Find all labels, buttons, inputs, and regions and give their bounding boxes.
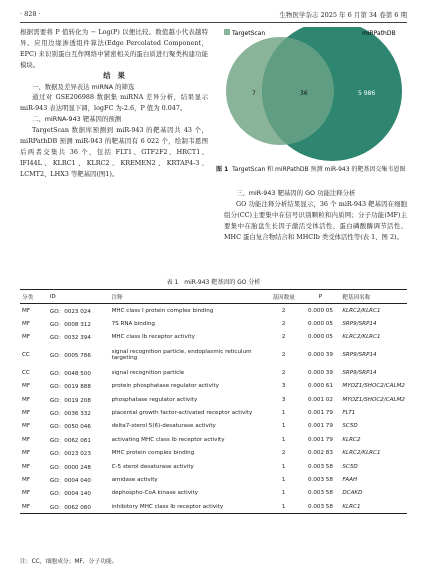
cell-target-genes: DCAKD [342, 490, 363, 497]
table-row [20, 366, 407, 379]
cell-annotation: MHC class I protein complex binding [111, 307, 214, 314]
cell-p-value: 0.003 58 [307, 463, 333, 470]
table-row [20, 344, 407, 366]
cell-p-value: 0.000 61 [307, 383, 333, 390]
table-row [20, 420, 407, 433]
cell-annotation: phosphatase regulator activity [111, 396, 198, 403]
figure-caption-text: TargetScan 和 miRPathDB 预测 miR-943 的靶基因交集韦恩图 [232, 166, 406, 173]
cell-gene-count: 1 [281, 410, 286, 417]
subsection-2-heading: 二、miRNA-943 靶基因的预测 [32, 115, 122, 124]
cell-gene-count: 3 [281, 383, 286, 390]
cell-id: GO：0050 046 [49, 424, 91, 431]
cell-gene-count: 2 [281, 321, 286, 328]
cell-target-genes: MYOZ1/SHOC2/CALM2 [342, 396, 405, 403]
cell-annotation: signal recognition particle [111, 369, 185, 376]
cell-p-value: 0.000 39 [307, 369, 333, 376]
cell-id: GO：0048 500 [49, 370, 91, 377]
targetscan-label: TargetScan [232, 30, 266, 37]
cell-category: CC [22, 352, 30, 359]
table-note: 注：CC，细胞成分；MF，分子功能。 [20, 559, 118, 565]
header-id: ID [48, 290, 110, 304]
cell-category: MF [22, 321, 31, 328]
cell-target-genes: KLRC1 [340, 500, 407, 514]
cell-p-value: 0.001 79 [307, 423, 333, 430]
cell-id: GO：0036 332 [49, 411, 91, 418]
table-row [20, 487, 407, 500]
table-header-row [20, 290, 407, 304]
subsection-3-heading: 三、miR-943 靶基因的 GO 功能注释分析 [236, 189, 356, 197]
cell-id: GO：0019 888 [49, 384, 91, 391]
cell-id: GO：0023 023 [49, 451, 91, 458]
cell-gene-count: 1 [281, 436, 286, 443]
targetscan-legend-swatch [224, 29, 230, 35]
intro-paragraph: 根据需要将 P 值转化为 − Log(P) 以便比较。数值越小代表越特异。应用边缘渗透组件算法(Edge Percolated Component，EPC) 来识别蛋白互作网络中紧密相关的蛋白质进行聚类构建功能模块。 [20, 28, 208, 69]
cell-p-value: 0.001 79 [307, 410, 333, 417]
cell-gene-count: 3 [281, 396, 286, 403]
cell-target-genes: SC5D [342, 423, 358, 430]
paragraph-3: GO 功能注释分析结果显示，36 个 miR-943 靶基因在细胞组分(CC)主要集中在信号识别颗粒和内质网；分子功能(MF)主要集中在胎盘生长因子激活受体活性、蛋白磷酸酶调节活性、MHC 蛋白复合物结合和 MHCIb 类受体活性等(表 1、图 2)。 [224, 199, 407, 241]
cell-p-value: 0.000 39 [307, 352, 333, 359]
cell-gene-count: 2 [281, 307, 286, 314]
cell-id: GO：0004 140 [49, 491, 91, 498]
go-analysis-table [20, 289, 407, 514]
cell-annotation: signal recognition particle, endoplasmic reticulum targeting [111, 349, 252, 362]
cell-id: GO：0000 248 [49, 464, 91, 471]
cell-category: MF [20, 500, 48, 514]
cell-category: MF [22, 490, 31, 497]
cell-annotation: dephospho-CoA kinase activity [111, 490, 199, 497]
cell-category: MF [22, 476, 31, 483]
cell-category: MF [22, 383, 31, 390]
cell-category: MF [22, 307, 31, 314]
cell-annotation: inhibitory MHC class Ib receptor activity [110, 500, 267, 514]
figure-label: 图 1 [216, 166, 229, 173]
cell-p-value: 0.001 79 [307, 436, 333, 443]
cell-annotation: protein phosphatase regulator activity [111, 383, 219, 390]
subsection-1-heading: 一、数据及差异表达 miRNA 的筛选 [32, 82, 135, 91]
cell-annotation: placental growth factor-activated receptor activity [111, 410, 253, 417]
cell-annotation: amidase activity [111, 476, 158, 483]
table-row [20, 380, 407, 393]
table-row [20, 317, 407, 330]
cell-category: MF [22, 463, 31, 470]
cell-gene-count: 1 [267, 500, 301, 514]
right-only-count: 5 986 [358, 90, 376, 97]
results-heading: 结 果 [103, 70, 125, 80]
cell-target-genes: SRP9/SRP14 [342, 321, 377, 328]
cell-gene-count: 2 [281, 334, 286, 341]
cell-annotation: MHC class Ib receptor activity [111, 334, 195, 341]
cell-id: GO：0032 394 [49, 335, 91, 342]
cell-p-value: 0.003 58 [307, 476, 333, 483]
page-number: · 828 · [20, 10, 41, 18]
table-row [20, 447, 407, 460]
cell-category: MF [22, 334, 31, 341]
cell-id: GO：0004 040 [49, 477, 91, 484]
table-row [20, 500, 407, 514]
cell-id: GO：0005 786 [49, 353, 91, 360]
cell-id: GO：0062 081 [49, 437, 91, 444]
intersection-count: 36 [300, 90, 308, 97]
cell-id: GO：0019 208 [49, 397, 91, 404]
cell-category: MF [22, 410, 31, 417]
cell-p-value: 0.001 02 [307, 396, 333, 403]
cell-gene-count: 2 [281, 369, 286, 376]
cell-annotation: delta7-sterol 5(6)-desaturase activity [111, 423, 216, 430]
table-row [20, 473, 407, 486]
cell-category: MF [22, 436, 31, 443]
cell-annotation: activating MHC class Ib receptor activity [111, 436, 225, 443]
table-row [20, 304, 407, 318]
left-column [20, 27, 208, 180]
cell-p-value: 0.003 58 [301, 500, 341, 514]
cell-target-genes: MYOZ1/SHOC2/CALM2 [342, 383, 405, 390]
cell-target-genes: FLT1 [342, 410, 356, 417]
cell-p-value: 0.003 58 [307, 490, 333, 497]
cell-target-genes: KLRC2/KLRC1 [342, 450, 381, 457]
cell-target-genes: KLRC2 [342, 436, 361, 443]
cell-gene-count: 1 [281, 490, 286, 497]
cell-id: GO：0062 080 [48, 500, 110, 514]
table-row [20, 331, 407, 344]
cell-annotation: C-5 sterol desaturase activity [111, 463, 194, 470]
left-only-count: 7 [252, 90, 256, 97]
header-target-genes: 靶基因名称 [340, 290, 407, 304]
running-header [20, 10, 407, 22]
cell-category: CC [22, 369, 30, 376]
cell-category: MF [22, 423, 31, 430]
cell-gene-count: 1 [281, 423, 286, 430]
table-row [20, 433, 407, 446]
header-category: 分类 [20, 290, 48, 304]
table-row [20, 393, 407, 406]
cell-category: MF [22, 450, 31, 457]
paragraph-1: 通过对 GSE206988 数据集 miRNA 差异分析，结果显示 miR-943 表达明显下调，logFC 为-2.6，P 值为 0.047。 [20, 93, 208, 113]
table-row [20, 460, 407, 473]
cell-target-genes: KLRC2/KLRC1 [342, 307, 381, 314]
right-column [224, 188, 407, 243]
cell-annotation: 7S RNA binding [111, 321, 155, 328]
cell-p-value: 0.000 05 [307, 307, 333, 314]
header-p-value: P [301, 290, 341, 304]
cell-gene-count: 2 [281, 450, 286, 457]
cell-gene-count: 2 [281, 352, 286, 359]
cell-target-genes: SRP9/SRP14 [342, 352, 377, 359]
venn-diagram [220, 27, 408, 163]
cell-target-genes: SRP9/SRP14 [342, 369, 377, 376]
table-caption: 表 1 miR-943 靶基因的 GO 分析 [166, 279, 261, 286]
cell-category: MF [22, 396, 31, 403]
cell-target-genes: KLRC2/KLRC1 [342, 334, 381, 341]
cell-id: GO：0008 312 [49, 322, 91, 329]
cell-p-value: 0.000 05 [307, 321, 333, 328]
cell-id: GO：0023 024 [49, 308, 91, 315]
journal-title: 生物医学杂志 2025 年 6 月第 34 卷第 6 期 [279, 11, 407, 19]
cell-p-value: 0.000 05 [307, 334, 333, 341]
cell-gene-count: 1 [281, 463, 286, 470]
paragraph-2: TargetScan 数据库预测到 miR-943 的靶基因共 43 个，miRPathDB 预测 miR-943 的靶基因有 6 022 个，绘制韦恩图后两者交集共 36 个，包括 FLT1、GTF2F2、HRCT1、IFI44L、KLRC1、KLRC2、KREMEN2、KRTAP4-3、LCMT2、LHX3 等靶基因(图1)。 [20, 126, 208, 178]
header-gene-count: 基因数量 [267, 290, 301, 304]
cell-p-value: 0.002 83 [307, 450, 333, 457]
cell-target-genes: SC5D [342, 463, 358, 470]
table-row [20, 406, 407, 419]
figure-caption [216, 165, 408, 174]
header-annotation: 注释 [110, 290, 267, 304]
header-rule [20, 22, 407, 23]
cell-gene-count: 1 [281, 476, 286, 483]
mirpathdb-legend-swatch [354, 29, 360, 35]
cell-target-genes: FAAH [342, 476, 358, 483]
cell-annotation: MHC protein complex binding [111, 450, 195, 457]
mirpathdb-label: miRPathDB [362, 30, 396, 37]
